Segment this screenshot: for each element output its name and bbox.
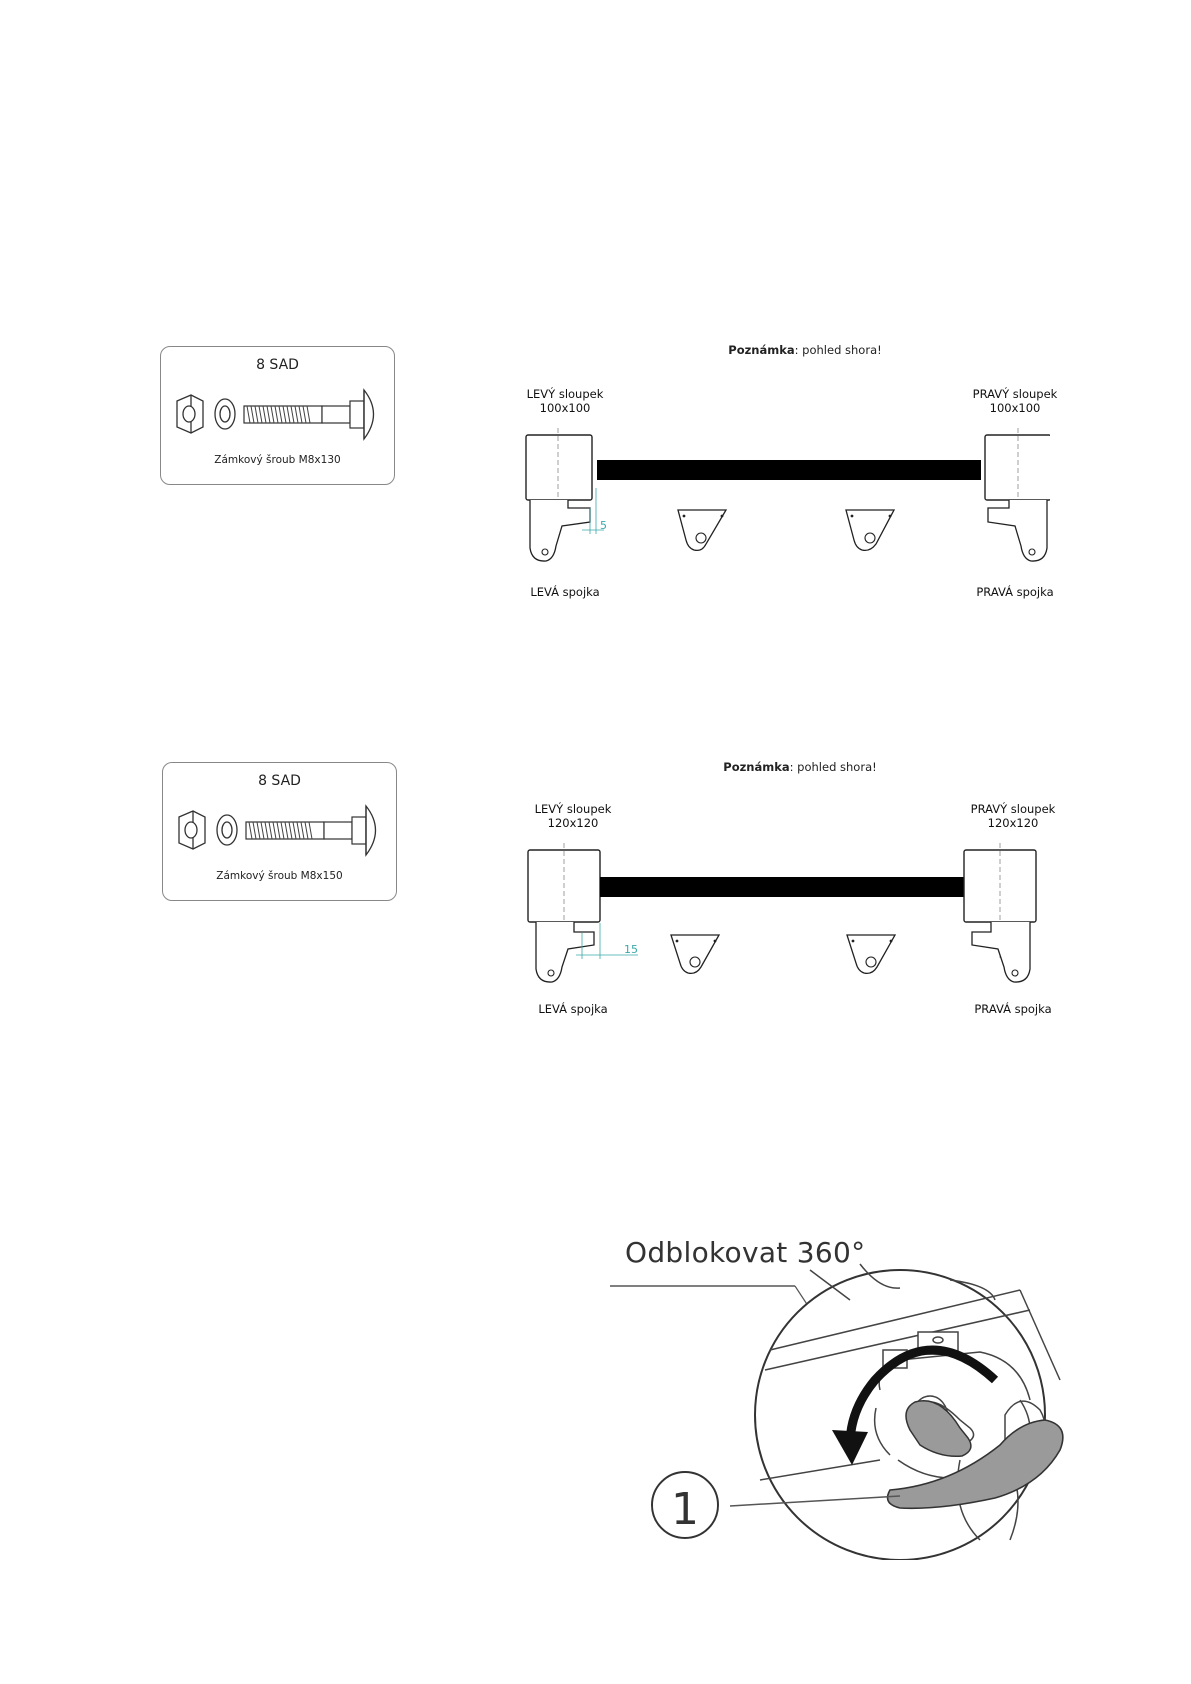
bolt-kit-card: [160, 346, 395, 485]
left-coupling-label: LEVÁ spojka: [538, 1002, 608, 1016]
kit-caption: Zámkový šroub M8x130: [214, 454, 341, 466]
right-coupling-label: PRAVÁ spojka: [976, 585, 1054, 599]
left-post-label: LEVÝ sloupek 100x100: [526, 387, 604, 415]
bolt-kit-card: [162, 762, 397, 901]
kit-count: 8 SAD: [256, 357, 299, 373]
right-coupling-label: PRAVÁ spojka: [974, 1002, 1052, 1016]
left-coupling-label: LEVÁ spojka: [530, 585, 600, 599]
right-post-label: PRAVÝ sloupek 100x100: [972, 387, 1058, 415]
diagram-note: Poznámka: pohled shora!: [728, 343, 882, 357]
unlock-title: Odblokovat 360°: [625, 1236, 866, 1269]
post-connection-diagram: [520, 843, 1060, 993]
dimension-value: 5: [600, 519, 607, 532]
unlock-lever-illustration: [600, 1260, 1100, 1560]
bolt-set-icon: [169, 387, 387, 443]
post-connection-diagram: [510, 428, 1050, 578]
kit-caption: Zámkový šroub M8x150: [216, 870, 343, 882]
bolt-set-icon: [171, 803, 389, 859]
dimension-value: 15: [624, 943, 638, 956]
right-post-label: PRAVÝ sloupek 120x120: [970, 802, 1056, 830]
kit-count: 8 SAD: [258, 773, 301, 789]
diagram-note: Poznámka: pohled shora!: [723, 760, 877, 774]
left-post-label: LEVÝ sloupek 120x120: [534, 802, 612, 830]
callout-number: 1: [671, 1484, 699, 1535]
